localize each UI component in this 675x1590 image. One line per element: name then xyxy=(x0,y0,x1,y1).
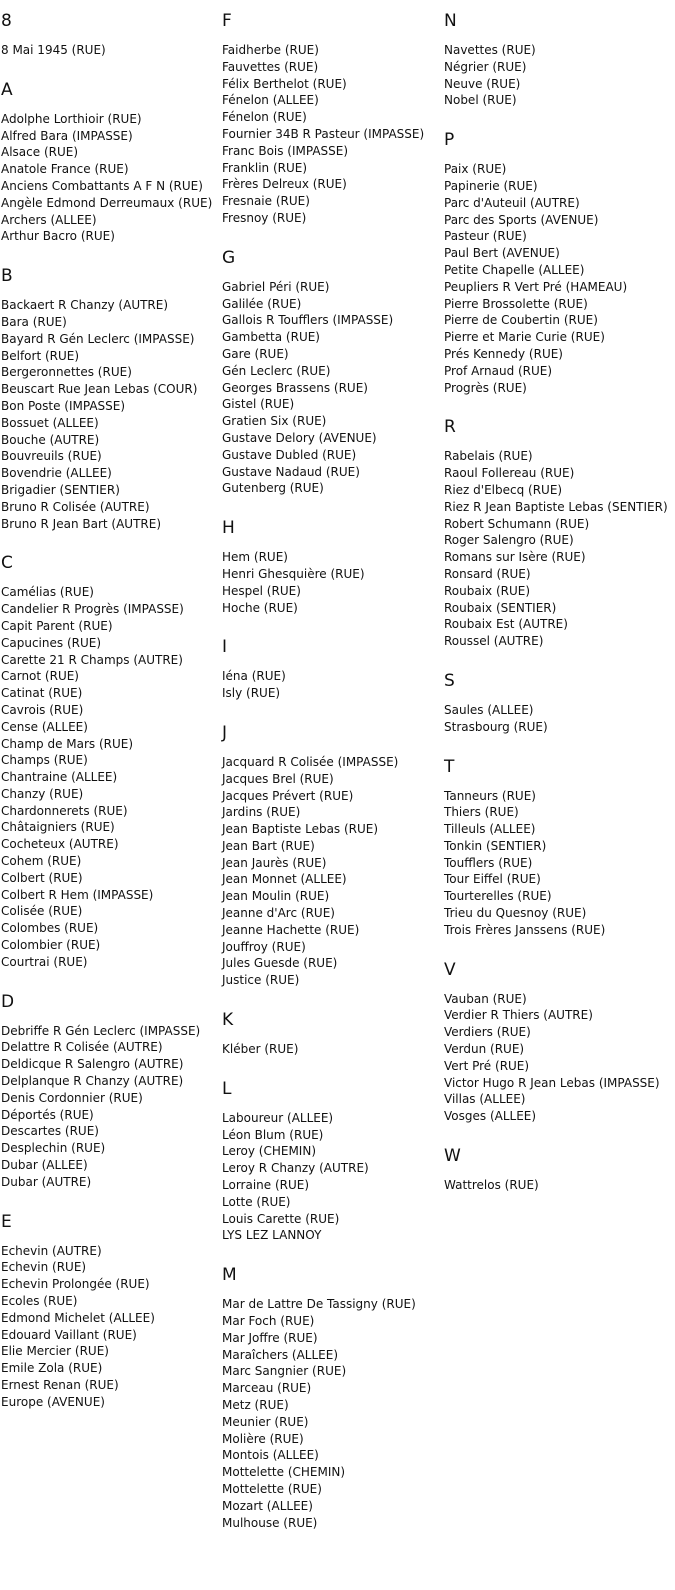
street-section xyxy=(222,517,440,616)
street-link[interactable]: Hem (RUE) xyxy=(222,550,288,565)
street-link[interactable]: Ecoles (RUE) xyxy=(1,1294,78,1309)
street-list xyxy=(444,448,675,650)
section-letter-heading: S xyxy=(444,670,455,691)
section-letter-heading: K xyxy=(222,1010,234,1031)
street-link[interactable]: Bouche (AUTRE) xyxy=(1,432,100,447)
street-link[interactable]: Parc des Sports (AVENUE) xyxy=(444,212,599,227)
street-section xyxy=(222,10,440,227)
section-letter-heading: E xyxy=(1,1211,12,1232)
street-link[interactable]: Bruno R Jean Bart (AUTRE) xyxy=(1,516,162,531)
street-link[interactable]: Mottelette (RUE) xyxy=(222,1482,322,1496)
street-link[interactable]: Kléber (RUE) xyxy=(222,1042,299,1057)
street-link[interactable]: Rabelais (RUE) xyxy=(444,449,533,464)
street-link[interactable]: Victor Hugo R Jean Lebas (IMPASSE) xyxy=(444,1075,660,1090)
street-link[interactable]: Carnot (RUE) xyxy=(1,669,79,684)
street-link[interactable]: Mulhouse (RUE) xyxy=(222,1515,318,1530)
street-link[interactable]: Franc Bois (IMPASSE) xyxy=(222,143,349,158)
section-letter-heading: M xyxy=(222,1265,237,1286)
street-link[interactable]: Colisée (RUE) xyxy=(1,904,83,919)
street-link[interactable]: Roger Salengro (RUE) xyxy=(444,533,574,548)
street-section xyxy=(1,10,216,59)
street-link[interactable]: Pierre et Marie Curie (RUE) xyxy=(444,330,605,345)
street-link[interactable]: Papinerie (RUE) xyxy=(444,178,538,193)
street-list xyxy=(444,161,675,396)
street-section xyxy=(1,1211,216,1411)
street-link[interactable]: Jean Bart (RUE) xyxy=(222,838,315,853)
street-list xyxy=(222,279,440,497)
street-link[interactable]: Trieu du Quesnoy (RUE) xyxy=(444,906,587,921)
street-link[interactable]: Fauvettes (RUE) xyxy=(222,59,319,74)
street-list xyxy=(444,1177,675,1194)
street-link[interactable]: Wattrelos (RUE) xyxy=(444,1178,539,1193)
street-list xyxy=(222,1041,440,1058)
street-section xyxy=(222,722,440,989)
street-link[interactable]: Carette 21 R Champs (AUTRE) xyxy=(1,652,183,667)
street-link[interactable]: Alsace (RUE) xyxy=(1,145,79,160)
street-link[interactable]: Lotte (RUE) xyxy=(222,1194,291,1209)
street-link[interactable]: Fénelon (ALLEE) xyxy=(222,93,319,108)
street-list xyxy=(222,668,440,702)
street-section xyxy=(222,247,440,497)
street-link[interactable]: Champ de Mars (RUE) xyxy=(1,736,134,751)
street-link[interactable]: Fresnoy (RUE) xyxy=(222,210,307,225)
street-link[interactable]: Justice (RUE) xyxy=(222,973,300,988)
street-link[interactable]: Mottelette (CHEMIN) xyxy=(222,1465,346,1480)
street-link[interactable]: Bovendrie (ALLEE) xyxy=(1,466,112,481)
street-link[interactable]: Gistel (RUE) xyxy=(222,397,295,412)
street-link[interactable]: Léon Blum (RUE) xyxy=(222,1127,324,1142)
street-index-column-2 xyxy=(222,10,440,1551)
section-letter-heading: L xyxy=(222,1078,232,1099)
street-link[interactable]: Romans sur Isère (RUE) xyxy=(444,550,586,565)
street-link[interactable]: Paul Bert (AVENUE) xyxy=(444,246,560,261)
street-link[interactable]: Lorraine (RUE) xyxy=(222,1178,310,1193)
street-link[interactable]: Progrès (RUE) xyxy=(444,380,527,395)
street-link[interactable]: Navettes (RUE) xyxy=(444,43,536,57)
street-link[interactable]: Cense (ALLEE) xyxy=(1,719,88,734)
street-link[interactable]: Mozart (ALLEE) xyxy=(222,1498,313,1513)
street-link[interactable]: Metz (RUE) xyxy=(222,1398,289,1413)
street-list xyxy=(222,1296,440,1531)
street-link[interactable]: Mar Foch (RUE) xyxy=(222,1314,315,1329)
street-link[interactable]: Fresnaie (RUE) xyxy=(222,194,310,209)
street-link[interactable]: Adolphe Lorthioir (RUE) xyxy=(1,111,142,126)
street-link[interactable]: Gén Leclerc (RUE) xyxy=(222,363,331,378)
street-link[interactable]: Desplechin (RUE) xyxy=(1,1141,106,1156)
street-index-column-1 xyxy=(1,10,216,1431)
street-link[interactable]: Echevin (AUTRE) xyxy=(1,1243,102,1258)
street-link[interactable]: Vert Pré (RUE) xyxy=(444,1058,530,1073)
street-link[interactable]: Franklin (RUE) xyxy=(222,160,308,175)
street-link[interactable]: Mar Joffre (RUE) xyxy=(222,1330,318,1345)
street-link[interactable]: Anatole France (RUE) xyxy=(1,162,129,177)
section-letter-heading: W xyxy=(444,1146,461,1167)
street-link[interactable]: Chantraine (ALLEE) xyxy=(1,770,118,785)
street-link[interactable]: Iéna (RUE) xyxy=(222,669,286,684)
street-link[interactable]: Bouvreuils (RUE) xyxy=(1,449,102,464)
street-link[interactable]: Riez d'Elbecq (RUE) xyxy=(444,482,563,497)
street-list xyxy=(1,1023,216,1191)
street-link[interactable]: Vosges (ALLEE) xyxy=(444,1109,537,1124)
street-link[interactable]: Maraîchers (ALLEE) xyxy=(222,1347,339,1362)
street-link[interactable]: Colbert (RUE) xyxy=(1,870,83,885)
street-link[interactable]: Verdun (RUE) xyxy=(444,1042,525,1057)
street-section xyxy=(1,79,216,245)
street-link[interactable]: Gratien Six (RUE) xyxy=(222,414,327,429)
street-link[interactable]: Chanzy (RUE) xyxy=(1,786,84,801)
street-list xyxy=(1,42,216,59)
street-link[interactable]: Gare (RUE) xyxy=(222,346,289,361)
street-link[interactable]: Tonkin (SENTIER) xyxy=(444,838,547,853)
street-link[interactable]: Cohem (RUE) xyxy=(1,854,82,869)
section-letter-heading: H xyxy=(222,518,235,539)
street-link[interactable]: Tanneurs (RUE) xyxy=(444,788,536,803)
street-index-column-3 xyxy=(444,10,675,1214)
street-list xyxy=(222,1110,440,1244)
street-link[interactable]: Debriffe R Gén Leclerc (IMPASSE) xyxy=(1,1023,201,1038)
street-link[interactable]: Camélias (RUE) xyxy=(1,585,94,600)
street-link[interactable]: Pierre Brossolette (RUE) xyxy=(444,296,588,311)
street-link[interactable]: Catinat (RUE) xyxy=(1,686,83,701)
street-link[interactable]: Ernest Renan (RUE) xyxy=(1,1378,119,1392)
street-link[interactable]: Verdiers (RUE) xyxy=(444,1025,531,1040)
street-link[interactable]: Hespel (RUE) xyxy=(222,583,301,598)
street-link[interactable]: Isly (RUE) xyxy=(222,686,281,701)
street-link[interactable]: Roussel (AUTRE) xyxy=(444,634,544,649)
street-link[interactable]: Gustave Delory (AVENUE) xyxy=(222,430,377,445)
section-letter-heading: N xyxy=(444,11,457,31)
street-link[interactable]: Négrier (RUE) xyxy=(444,59,527,74)
street-link[interactable]: Colombes (RUE) xyxy=(1,921,99,936)
street-list xyxy=(444,991,675,1125)
street-link[interactable]: Europe (AVENUE) xyxy=(1,1394,105,1409)
street-link[interactable]: Belfort (RUE) xyxy=(1,348,80,363)
street-link[interactable]: 8 Mai 1945 (RUE) xyxy=(1,43,106,57)
street-section xyxy=(1,991,216,1191)
street-link[interactable]: Arthur Bacro (RUE) xyxy=(1,229,115,244)
street-link[interactable]: Robert Schumann (RUE) xyxy=(444,516,590,531)
street-link[interactable]: Jouffroy (RUE) xyxy=(222,939,306,954)
section-letter-heading: B xyxy=(1,266,13,287)
street-link[interactable]: Gustave Nadaud (RUE) xyxy=(222,464,360,479)
street-link[interactable]: Jacques Brel (RUE) xyxy=(222,771,334,786)
street-link[interactable]: Tourterelles (RUE) xyxy=(444,889,552,904)
street-link[interactable]: Verdier R Thiers (AUTRE) xyxy=(444,1008,593,1023)
street-section xyxy=(444,1145,675,1194)
street-section xyxy=(1,552,216,970)
street-link[interactable]: Jean Baptiste Lebas (RUE) xyxy=(222,822,379,837)
street-section xyxy=(444,10,675,109)
street-section xyxy=(222,1009,440,1058)
street-link[interactable]: Courtrai (RUE) xyxy=(1,954,88,969)
street-link[interactable]: Anciens Combattants A F N (RUE) xyxy=(1,178,203,193)
section-letter-heading: J xyxy=(222,722,228,743)
street-link[interactable]: Bara (RUE) xyxy=(1,314,67,329)
street-link[interactable]: Jardins (RUE) xyxy=(222,805,301,820)
street-link[interactable]: Descartes (RUE) xyxy=(1,1124,99,1139)
street-link[interactable]: Bon Poste (IMPASSE) xyxy=(1,398,126,413)
street-link[interactable]: Cavrois (RUE) xyxy=(1,702,84,717)
street-link[interactable]: Echevin (RUE) xyxy=(1,1260,87,1275)
street-link[interactable]: Pasteur (RUE) xyxy=(444,229,527,244)
street-link[interactable]: Chardonnerets (RUE) xyxy=(1,803,128,818)
street-link[interactable]: Laboureur (ALLEE) xyxy=(222,1110,334,1125)
street-link[interactable]: Petite Chapelle (ALLEE) xyxy=(444,262,585,277)
street-link[interactable]: Marc Sangnier (RUE) xyxy=(222,1364,347,1379)
street-list xyxy=(1,1243,216,1411)
street-link[interactable]: Molière (RUE) xyxy=(222,1431,304,1446)
street-link[interactable]: Saules (ALLEE) xyxy=(444,702,534,717)
street-list xyxy=(222,549,440,616)
section-letter-heading: D xyxy=(1,991,15,1012)
street-link[interactable]: Vauban (RUE) xyxy=(444,991,527,1006)
street-section xyxy=(222,636,440,702)
street-link[interactable]: Edmond Michelet (ALLEE) xyxy=(1,1310,155,1325)
street-link[interactable]: Emile Zola (RUE) xyxy=(1,1361,103,1376)
street-link[interactable]: Bayard R Gén Leclerc (IMPASSE) xyxy=(1,331,195,346)
section-letter-heading: T xyxy=(444,756,455,777)
street-link[interactable]: Leroy (CHEMIN) xyxy=(222,1144,317,1159)
street-link[interactable]: Jules Guesde (RUE) xyxy=(222,956,338,971)
street-link[interactable]: Elie Mercier (RUE) xyxy=(1,1344,109,1359)
street-link[interactable]: Faidherbe (RUE) xyxy=(222,43,319,57)
street-link[interactable]: Roubaix (RUE) xyxy=(444,583,531,598)
street-link[interactable]: Leroy R Chanzy (AUTRE) xyxy=(222,1161,369,1176)
street-section xyxy=(444,129,675,396)
street-link[interactable]: Cocheteux (AUTRE) xyxy=(1,837,119,852)
street-link[interactable]: Jacques Prévert (RUE) xyxy=(222,788,354,803)
street-link[interactable]: Roubaix (SENTIER) xyxy=(444,600,557,615)
street-link[interactable]: Neuve (RUE) xyxy=(444,76,521,91)
street-link[interactable]: Peupliers R Vert Pré (HAMEAU) xyxy=(444,279,628,294)
section-letter-heading: C xyxy=(1,553,13,574)
street-link[interactable]: Strasbourg (RUE) xyxy=(444,719,548,734)
street-link[interactable]: Tilleuls (ALLEE) xyxy=(444,822,536,837)
street-link[interactable]: Gutenberg (RUE) xyxy=(222,481,324,496)
street-list xyxy=(444,788,675,939)
section-letter-heading: G xyxy=(222,247,236,268)
section-letter-heading: 8 xyxy=(1,11,12,31)
street-link[interactable]: Hoche (RUE) xyxy=(222,600,298,615)
street-link[interactable]: Frères Delreux (RUE) xyxy=(222,177,347,192)
street-link[interactable]: Raoul Follereau (RUE) xyxy=(444,466,575,481)
street-link[interactable]: Jean Jaurès (RUE) xyxy=(222,855,327,870)
street-link[interactable]: Angèle Edmond Derreumaux (RUE) xyxy=(1,195,213,210)
street-section xyxy=(222,1078,440,1244)
street-list xyxy=(444,42,675,109)
street-link[interactable]: Beuscart Rue Jean Lebas (COUR) xyxy=(1,382,198,397)
street-link[interactable]: Dubar (ALLEE) xyxy=(1,1158,88,1173)
street-link[interactable]: Thiers (RUE) xyxy=(444,805,519,820)
street-list xyxy=(222,42,440,227)
street-link[interactable]: Jean Moulin (RUE) xyxy=(222,889,330,904)
street-link[interactable]: Fournier 34B R Pasteur (IMPASSE) xyxy=(222,126,425,141)
street-link[interactable]: Dubar (AUTRE) xyxy=(1,1174,92,1189)
street-link[interactable]: Jacquard R Colisée (IMPASSE) xyxy=(222,754,399,769)
street-link[interactable]: Echevin Prolongée (RUE) xyxy=(1,1277,150,1292)
street-link[interactable]: Parc d'Auteuil (AUTRE) xyxy=(444,195,580,210)
street-link[interactable]: Bergeronnettes (RUE) xyxy=(1,365,132,380)
street-link[interactable]: Meunier (RUE) xyxy=(222,1414,309,1429)
street-section xyxy=(1,265,216,532)
street-section xyxy=(444,670,675,736)
section-letter-heading: V xyxy=(444,959,456,980)
street-link[interactable]: Châtaigniers (RUE) xyxy=(1,820,115,835)
section-letter-heading: P xyxy=(444,130,455,151)
street-link[interactable]: Henri Ghesquière (RUE) xyxy=(222,566,365,581)
street-link[interactable]: Ronsard (RUE) xyxy=(444,566,531,581)
street-link[interactable]: Deldicque R Salengro (AUTRE) xyxy=(1,1057,184,1072)
street-link[interactable]: Fénelon (RUE) xyxy=(222,110,307,125)
street-list xyxy=(222,754,440,989)
street-link[interactable]: Mar de Lattre De Tassigny (RUE) xyxy=(222,1297,416,1312)
section-letter-heading: I xyxy=(222,637,228,658)
street-list xyxy=(1,584,216,970)
street-list xyxy=(1,111,216,245)
street-link[interactable]: Paix (RUE) xyxy=(444,162,507,177)
section-letter-heading: F xyxy=(222,11,232,31)
street-link[interactable]: Georges Brassens (RUE) xyxy=(222,380,368,395)
street-link[interactable]: Delattre R Colisée (AUTRE) xyxy=(1,1040,163,1055)
street-link[interactable]: Edouard Vaillant (RUE) xyxy=(1,1327,137,1342)
street-section xyxy=(444,756,675,939)
street-link[interactable]: Champs (RUE) xyxy=(1,753,88,768)
street-link[interactable]: Alfred Bara (IMPASSE) xyxy=(1,128,133,143)
section-letter-heading: R xyxy=(444,417,456,438)
street-list xyxy=(1,297,216,532)
street-link[interactable]: Gustave Dubled (RUE) xyxy=(222,447,357,462)
street-link[interactable]: Roubaix Est (AUTRE) xyxy=(444,617,568,632)
street-link[interactable]: Backaert R Chanzy (AUTRE) xyxy=(1,298,169,313)
street-link[interactable]: Bossuet (ALLEE) xyxy=(1,415,99,430)
street-link[interactable]: Déportés (RUE) xyxy=(1,1107,94,1122)
street-section xyxy=(444,959,675,1125)
street-link[interactable]: Delplanque R Chanzy (AUTRE) xyxy=(1,1074,184,1089)
street-section xyxy=(222,1264,440,1531)
street-link[interactable]: Pierre de Coubertin (RUE) xyxy=(444,313,598,328)
street-link[interactable]: Bruno R Colisée (AUTRE) xyxy=(1,499,150,514)
street-link[interactable]: Montois (ALLEE) xyxy=(222,1448,319,1463)
street-link[interactable]: Capucines (RUE) xyxy=(1,635,102,650)
street-link[interactable]: Candelier R Progrès (IMPASSE) xyxy=(1,602,184,617)
street-link[interactable]: Marceau (RUE) xyxy=(222,1381,312,1396)
street-link[interactable]: Gambetta (RUE) xyxy=(222,330,320,345)
street-link[interactable]: Galilée (RUE) xyxy=(222,296,302,311)
street-link[interactable]: Brigadier (SENTIER) xyxy=(1,482,120,497)
section-letter-heading: A xyxy=(1,79,13,100)
street-link[interactable]: Capit Parent (RUE) xyxy=(1,618,113,633)
street-link[interactable]: Jeanne d'Arc (RUE) xyxy=(222,906,335,921)
street-list xyxy=(444,702,675,736)
street-link[interactable]: Gallois R Toufflers (IMPASSE) xyxy=(222,313,394,328)
street-link[interactable]: Archers (ALLEE) xyxy=(1,212,97,227)
street-link[interactable]: Toufflers (RUE) xyxy=(444,855,533,870)
street-link[interactable]: Trois Frères Janssens (RUE) xyxy=(444,922,606,937)
street-link[interactable]: Villas (ALLEE) xyxy=(444,1092,526,1107)
street-link[interactable]: Gabriel Péri (RUE) xyxy=(222,279,330,294)
street-link[interactable]: Colbert R Hem (IMPASSE) xyxy=(1,887,154,902)
street-link[interactable]: Jean Monnet (ALLEE) xyxy=(222,872,347,887)
street-link[interactable]: Riez R Jean Baptiste Lebas (SENTIER) xyxy=(444,499,668,514)
street-link[interactable]: Nobel (RUE) xyxy=(444,93,517,108)
street-link[interactable]: LYS LEZ LANNOY xyxy=(222,1228,322,1243)
street-link[interactable]: Colombier (RUE) xyxy=(1,938,101,953)
street-link[interactable]: Prof Arnaud (RUE) xyxy=(444,363,553,378)
street-link[interactable]: Denis Cordonnier (RUE) xyxy=(1,1090,143,1105)
street-link[interactable]: Félix Berthelot (RUE) xyxy=(222,76,347,91)
street-link[interactable]: Tour Eiffel (RUE) xyxy=(444,872,541,887)
street-link[interactable]: Louis Carette (RUE) xyxy=(222,1211,340,1226)
street-link[interactable]: Jeanne Hachette (RUE) xyxy=(222,922,360,937)
street-section xyxy=(444,416,675,650)
street-link[interactable]: Prés Kennedy (RUE) xyxy=(444,346,563,361)
